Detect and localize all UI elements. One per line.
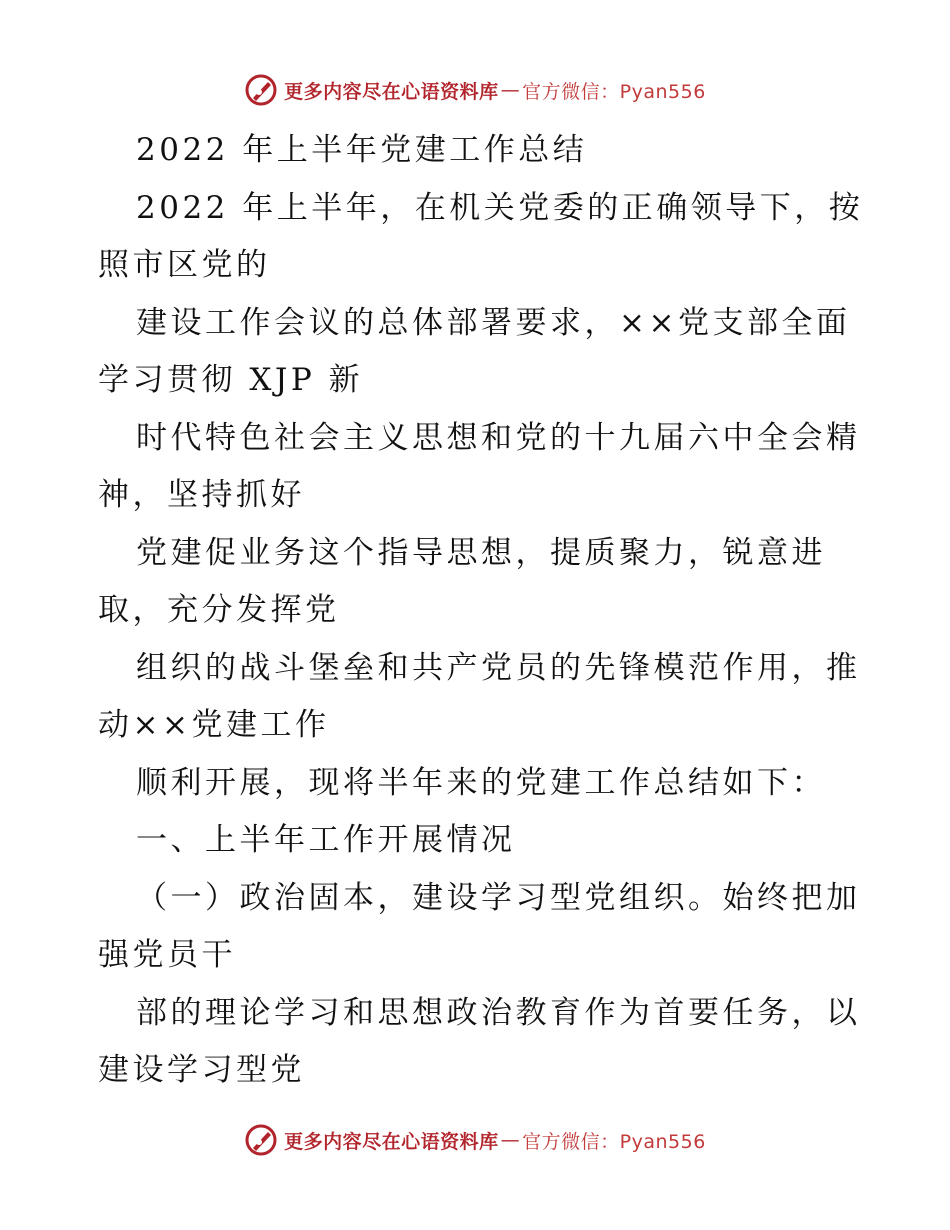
text-line: 时代特色社会主义思想和党的十九届六中全会精 <box>136 419 861 456</box>
pen-logo-icon <box>244 1123 278 1157</box>
text-line: 动××党建工作 <box>98 707 330 743</box>
text-line: 2022 年上半年，在机关党委的正确领导下，按 <box>136 189 864 226</box>
text-line: 取，充分发挥党 <box>98 592 340 628</box>
text-line: 顺利开展，现将半年来的党建工作总结如下： <box>136 764 826 801</box>
text-line: 建设工作会议的总体部署要求，××党支部全面 <box>136 304 851 341</box>
text-line: 照市区党的 <box>98 247 271 283</box>
watermark-text: 更多内容尽在心语资料库 <box>284 1130 499 1153</box>
document-title: 2022 年上半年党建工作总结 <box>136 132 588 168</box>
text-line: 强党员干 <box>98 937 236 973</box>
watermark-separator: — <box>500 79 521 101</box>
text-line: 组织的战斗堡垒和共产党员的先锋模范作用，推 <box>136 649 861 686</box>
watermark-wechat: 官方微信：Pyan556 <box>522 80 706 103</box>
watermark-wechat: 官方微信：Pyan556 <box>522 1130 706 1153</box>
text-line: 部的理论学习和思想政治教育作为首要任务，以 <box>136 994 861 1031</box>
document-body <box>98 122 864 1100</box>
watermark-separator: — <box>500 1129 521 1151</box>
footer-watermark <box>0 1120 950 1160</box>
text-line: 学习贯彻 XJP 新 <box>98 362 364 398</box>
text-line: 建设学习型党 <box>98 1052 305 1088</box>
pen-logo-icon <box>244 73 278 107</box>
header-watermark <box>0 70 950 110</box>
watermark-text: 更多内容尽在心语资料库 <box>284 80 499 103</box>
text-line: 党建促业务这个指导思想，提质聚力，锐意进 <box>136 534 826 571</box>
text-line: 一、上半年工作开展情况 <box>136 822 516 858</box>
text-line: （一）政治固本，建设学习型党组织。始终把加 <box>136 879 861 916</box>
text-line: 神，坚持抓好 <box>98 477 305 513</box>
